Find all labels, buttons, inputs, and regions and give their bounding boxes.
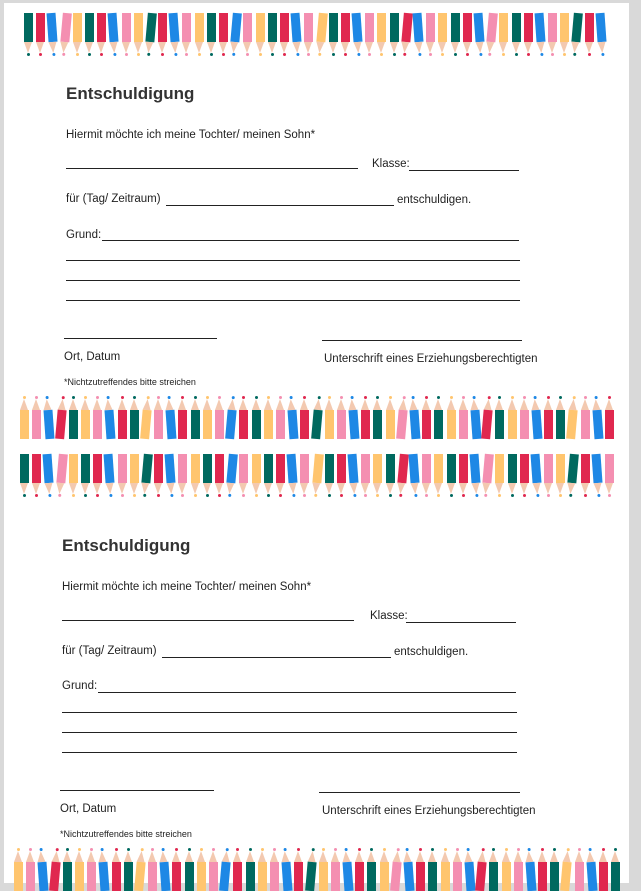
pencil-icon — [534, 13, 546, 57]
pencil-icon — [560, 13, 569, 56]
pencil-icon — [276, 454, 285, 497]
unterschrift-label: Unterschrift eines Erziehungsberechtigten — [324, 353, 538, 365]
pencil-icon — [81, 396, 90, 439]
pencil-icon — [276, 396, 285, 439]
pencil-icon — [154, 454, 163, 497]
pencil-icon — [98, 848, 110, 891]
klasse-label: Klasse: — [372, 158, 410, 170]
pencil-icon — [469, 454, 481, 498]
pencil-icon — [203, 454, 212, 497]
pencil-icon — [47, 13, 59, 57]
pencil-icon — [550, 848, 559, 891]
pencil-icon — [567, 454, 580, 498]
pencil-icon — [268, 13, 277, 56]
pencil-icon — [59, 13, 72, 57]
pencil-icon — [473, 13, 485, 57]
pencil-icon — [134, 848, 147, 891]
pencil-icon — [403, 848, 415, 891]
pencil-icon — [319, 848, 328, 891]
pencil-icon — [377, 13, 386, 56]
entschuldigen-label: entschuldigen. — [397, 194, 472, 206]
grund-line-2[interactable] — [66, 260, 520, 261]
pencil-icon — [124, 848, 133, 891]
pencil-icon — [169, 13, 181, 57]
pencil-icon — [195, 13, 204, 56]
pencil-icon — [55, 396, 68, 440]
pencil-icon — [32, 396, 41, 439]
pencil-icon — [148, 848, 157, 891]
pencil-icon — [219, 848, 232, 891]
grund-label: Grund: — [62, 680, 98, 692]
pencil-icon — [69, 454, 78, 497]
pencil-icon — [49, 848, 62, 891]
pencil-icon — [495, 396, 504, 439]
pencil-icon — [591, 396, 603, 440]
pencil-icon — [43, 396, 55, 440]
pencil-icon — [556, 454, 565, 497]
pencil-icon — [422, 396, 431, 439]
pencil-icon — [605, 454, 614, 497]
name-field[interactable] — [62, 620, 354, 621]
pencil-icon — [341, 13, 350, 56]
pencil-icon — [524, 848, 536, 891]
pencil-icon — [512, 13, 521, 56]
ort-datum-field[interactable] — [60, 790, 214, 791]
pencil-icon — [447, 454, 456, 497]
pencil-icon — [130, 396, 139, 439]
pencil-icon — [348, 454, 360, 498]
pencil-icon — [481, 396, 494, 440]
ort-datum-label: Ort, Datum — [60, 803, 117, 815]
pencil-icon — [264, 396, 273, 439]
pencil-icon — [428, 848, 437, 891]
grund-line-4[interactable] — [62, 752, 517, 753]
pencil-icon — [20, 454, 29, 497]
pencil-icon — [93, 396, 102, 439]
pencil-icon — [233, 848, 242, 891]
pencil-icon — [508, 396, 517, 439]
pencil-icon — [413, 13, 425, 57]
pencil-border-top — [24, 13, 609, 56]
pencil-icon — [311, 396, 324, 440]
pencil-icon — [581, 396, 590, 439]
pencil-icon — [463, 13, 472, 56]
grund-label: Grund: — [66, 229, 102, 241]
pencil-icon — [485, 13, 498, 57]
pencil-icon — [367, 848, 376, 891]
klasse-field[interactable] — [406, 622, 516, 623]
pencil-icon — [544, 396, 553, 439]
pencil-icon — [567, 396, 580, 440]
intro-text: Hiermit möchte ich meine Tochter/ meinen Sohn* — [62, 581, 312, 593]
pencil-icon — [209, 848, 218, 891]
pencil-icon — [451, 13, 460, 56]
pencil-icon — [365, 13, 374, 56]
pencil-icon — [225, 454, 238, 498]
pencil-icon — [520, 454, 529, 497]
pencil-icon — [291, 13, 303, 57]
pencil-icon — [331, 848, 340, 891]
pencil-icon — [530, 454, 542, 498]
unterschrift-field[interactable] — [319, 792, 520, 793]
pencil-icon — [219, 13, 228, 56]
unterschrift-label: Unterschrift eines Erziehungsberechtigten — [322, 805, 536, 817]
pencil-icon — [140, 454, 153, 498]
pencil-icon — [416, 848, 425, 891]
grund-line-2[interactable] — [62, 712, 517, 713]
pencil-icon — [154, 396, 163, 439]
pencil-icon — [280, 13, 289, 56]
pencil-divider-lower — [20, 454, 617, 497]
pencil-icon — [118, 396, 127, 439]
unterschrift-field[interactable] — [322, 340, 522, 341]
pencil-icon — [325, 454, 334, 497]
pencil-icon — [530, 396, 542, 440]
pencil-icon — [311, 454, 324, 498]
pencil-icon — [315, 13, 328, 57]
pencil-icon — [475, 848, 488, 891]
pencil-icon — [361, 454, 370, 497]
pencil-icon — [342, 848, 354, 891]
pencil-icon — [585, 13, 594, 56]
klasse-label: Klasse: — [370, 610, 408, 622]
pencil-icon — [469, 396, 481, 440]
name-field[interactable] — [66, 168, 358, 169]
pencil-border-bottom — [14, 848, 623, 891]
pencil-icon — [104, 454, 116, 498]
pencil-icon — [24, 13, 33, 56]
document-page — [4, 3, 629, 883]
pencil-icon — [373, 454, 382, 497]
pencil-icon — [85, 13, 94, 56]
pencil-icon — [459, 396, 468, 439]
pencil-icon — [591, 454, 603, 498]
pencil-icon — [97, 13, 106, 56]
grund-line-4[interactable] — [66, 300, 520, 301]
zeitraum-label: für (Tag/ Zeitraum) — [66, 193, 161, 205]
pencil-icon — [581, 454, 590, 497]
pencil-icon — [55, 454, 68, 498]
pencil-icon — [585, 848, 597, 891]
pencil-icon — [178, 396, 187, 439]
pencil-icon — [258, 848, 267, 891]
pencil-icon — [122, 13, 131, 56]
pencil-icon — [386, 454, 395, 497]
pencil-icon — [544, 454, 553, 497]
pencil-icon — [20, 396, 29, 439]
pencil-icon — [246, 848, 255, 891]
pencil-icon — [352, 13, 364, 57]
pencil-icon — [300, 396, 309, 439]
pencil-icon — [409, 396, 421, 440]
zeitraum-field[interactable] — [162, 657, 391, 658]
pencil-icon — [502, 848, 511, 891]
pencil-icon — [386, 396, 395, 439]
pencil-icon — [422, 454, 431, 497]
pencil-icon — [434, 396, 443, 439]
klasse-field[interactable] — [409, 170, 519, 171]
pencil-icon — [599, 848, 608, 891]
pencil-icon — [256, 13, 265, 56]
pencil-icon — [87, 848, 96, 891]
pencil-icon — [32, 454, 41, 497]
grund-line-3[interactable] — [62, 732, 517, 733]
pencil-icon — [447, 396, 456, 439]
pencil-icon — [239, 454, 248, 497]
pencil-icon — [108, 13, 120, 57]
pencil-icon — [73, 13, 82, 56]
pencil-icon — [453, 848, 462, 891]
pencil-icon — [165, 454, 177, 498]
pencil-icon — [499, 13, 508, 56]
pencil-icon — [134, 13, 143, 56]
pencil-icon — [36, 13, 45, 56]
pencil-icon — [495, 454, 504, 497]
pencil-icon — [548, 13, 557, 56]
pencil-icon — [63, 848, 72, 891]
zeitraum-field[interactable] — [166, 205, 394, 206]
pencil-icon — [144, 13, 157, 57]
pencil-icon — [37, 848, 49, 891]
pencil-icon — [348, 396, 360, 440]
pencil-icon — [561, 848, 574, 891]
pencil-icon — [93, 454, 102, 497]
pencil-icon — [287, 454, 299, 498]
pencil-icon — [300, 454, 309, 497]
ort-datum-label: Ort, Datum — [64, 351, 121, 363]
pencil-icon — [361, 396, 370, 439]
pencil-icon — [287, 396, 299, 440]
pencil-icon — [264, 454, 273, 497]
pencil-icon — [165, 396, 177, 440]
pencil-icon — [514, 848, 523, 891]
pencil-icon — [75, 848, 84, 891]
pencil-icon — [112, 848, 121, 891]
ort-datum-field[interactable] — [64, 338, 217, 339]
pencil-icon — [595, 13, 607, 57]
pencil-icon — [203, 396, 212, 439]
pencil-icon — [524, 13, 533, 56]
pencil-icon — [26, 848, 35, 891]
pencil-icon — [441, 848, 450, 891]
pencil-icon — [43, 454, 55, 498]
pencil-icon — [191, 396, 200, 439]
pencil-icon — [575, 848, 584, 891]
pencil-icon — [400, 13, 413, 57]
pencil-icon — [281, 848, 293, 891]
pencil-icon — [556, 396, 565, 439]
grund-field[interactable] — [102, 240, 519, 241]
pencil-icon — [390, 13, 399, 56]
pencil-icon — [81, 454, 90, 497]
pencil-icon — [520, 396, 529, 439]
pencil-icon — [294, 848, 303, 891]
pencil-icon — [191, 454, 200, 497]
pencil-icon — [243, 13, 252, 56]
pencil-icon — [270, 848, 279, 891]
pencil-icon — [426, 13, 435, 56]
pencil-icon — [396, 396, 409, 440]
pencil-icon — [130, 454, 139, 497]
pencil-icon — [373, 396, 382, 439]
intro-text: Hiermit möchte ich meine Tochter/ meinen Sohn* — [66, 129, 316, 141]
pencil-icon — [252, 396, 261, 439]
pencil-divider-upper — [20, 396, 617, 439]
footnote: *Nichtzutreffendes bitte streichen — [60, 829, 192, 839]
pencil-icon — [459, 454, 468, 497]
pencil-icon — [409, 454, 421, 498]
grund-line-3[interactable] — [66, 280, 520, 281]
footnote: *Nichtzutreffendes bitte streichen — [64, 377, 196, 387]
pencil-icon — [481, 454, 494, 498]
pencil-icon — [305, 848, 318, 891]
pencil-icon — [538, 848, 547, 891]
pencil-icon — [229, 13, 242, 57]
pencil-icon — [380, 848, 389, 891]
pencil-icon — [118, 454, 127, 497]
pencil-icon — [611, 848, 620, 891]
pencil-icon — [438, 13, 447, 56]
pencil-icon — [390, 848, 403, 891]
pencil-icon — [207, 13, 216, 56]
grund-field[interactable] — [98, 692, 516, 693]
pencil-icon — [329, 13, 338, 56]
pencil-icon — [239, 396, 248, 439]
pencil-icon — [182, 13, 191, 56]
pencil-icon — [463, 848, 475, 891]
pencil-icon — [14, 848, 23, 891]
pencil-icon — [225, 396, 238, 440]
pencil-icon — [104, 396, 116, 440]
pencil-icon — [508, 454, 517, 497]
pencil-icon — [159, 848, 171, 891]
pencil-icon — [396, 454, 409, 498]
form-title: Entschuldigung — [62, 536, 191, 555]
pencil-icon — [304, 13, 313, 56]
pencil-icon — [355, 848, 364, 891]
entschuldigen-label: entschuldigen. — [394, 646, 469, 658]
pencil-icon — [172, 848, 181, 891]
pencil-icon — [252, 454, 261, 497]
pencil-icon — [489, 848, 498, 891]
pencil-icon — [178, 454, 187, 497]
pencil-icon — [571, 13, 584, 57]
pencil-icon — [337, 454, 346, 497]
pencil-icon — [140, 396, 153, 440]
pencil-icon — [69, 396, 78, 439]
pencil-icon — [197, 848, 206, 891]
pencil-icon — [325, 396, 334, 439]
form-title: Entschuldigung — [66, 84, 195, 103]
pencil-icon — [215, 454, 224, 497]
pencil-icon — [158, 13, 167, 56]
pencil-icon — [215, 396, 224, 439]
pencil-icon — [337, 396, 346, 439]
zeitraum-label: für (Tag/ Zeitraum) — [62, 645, 157, 657]
pencil-icon — [434, 454, 443, 497]
pencil-icon — [605, 396, 614, 439]
pencil-icon — [185, 848, 194, 891]
